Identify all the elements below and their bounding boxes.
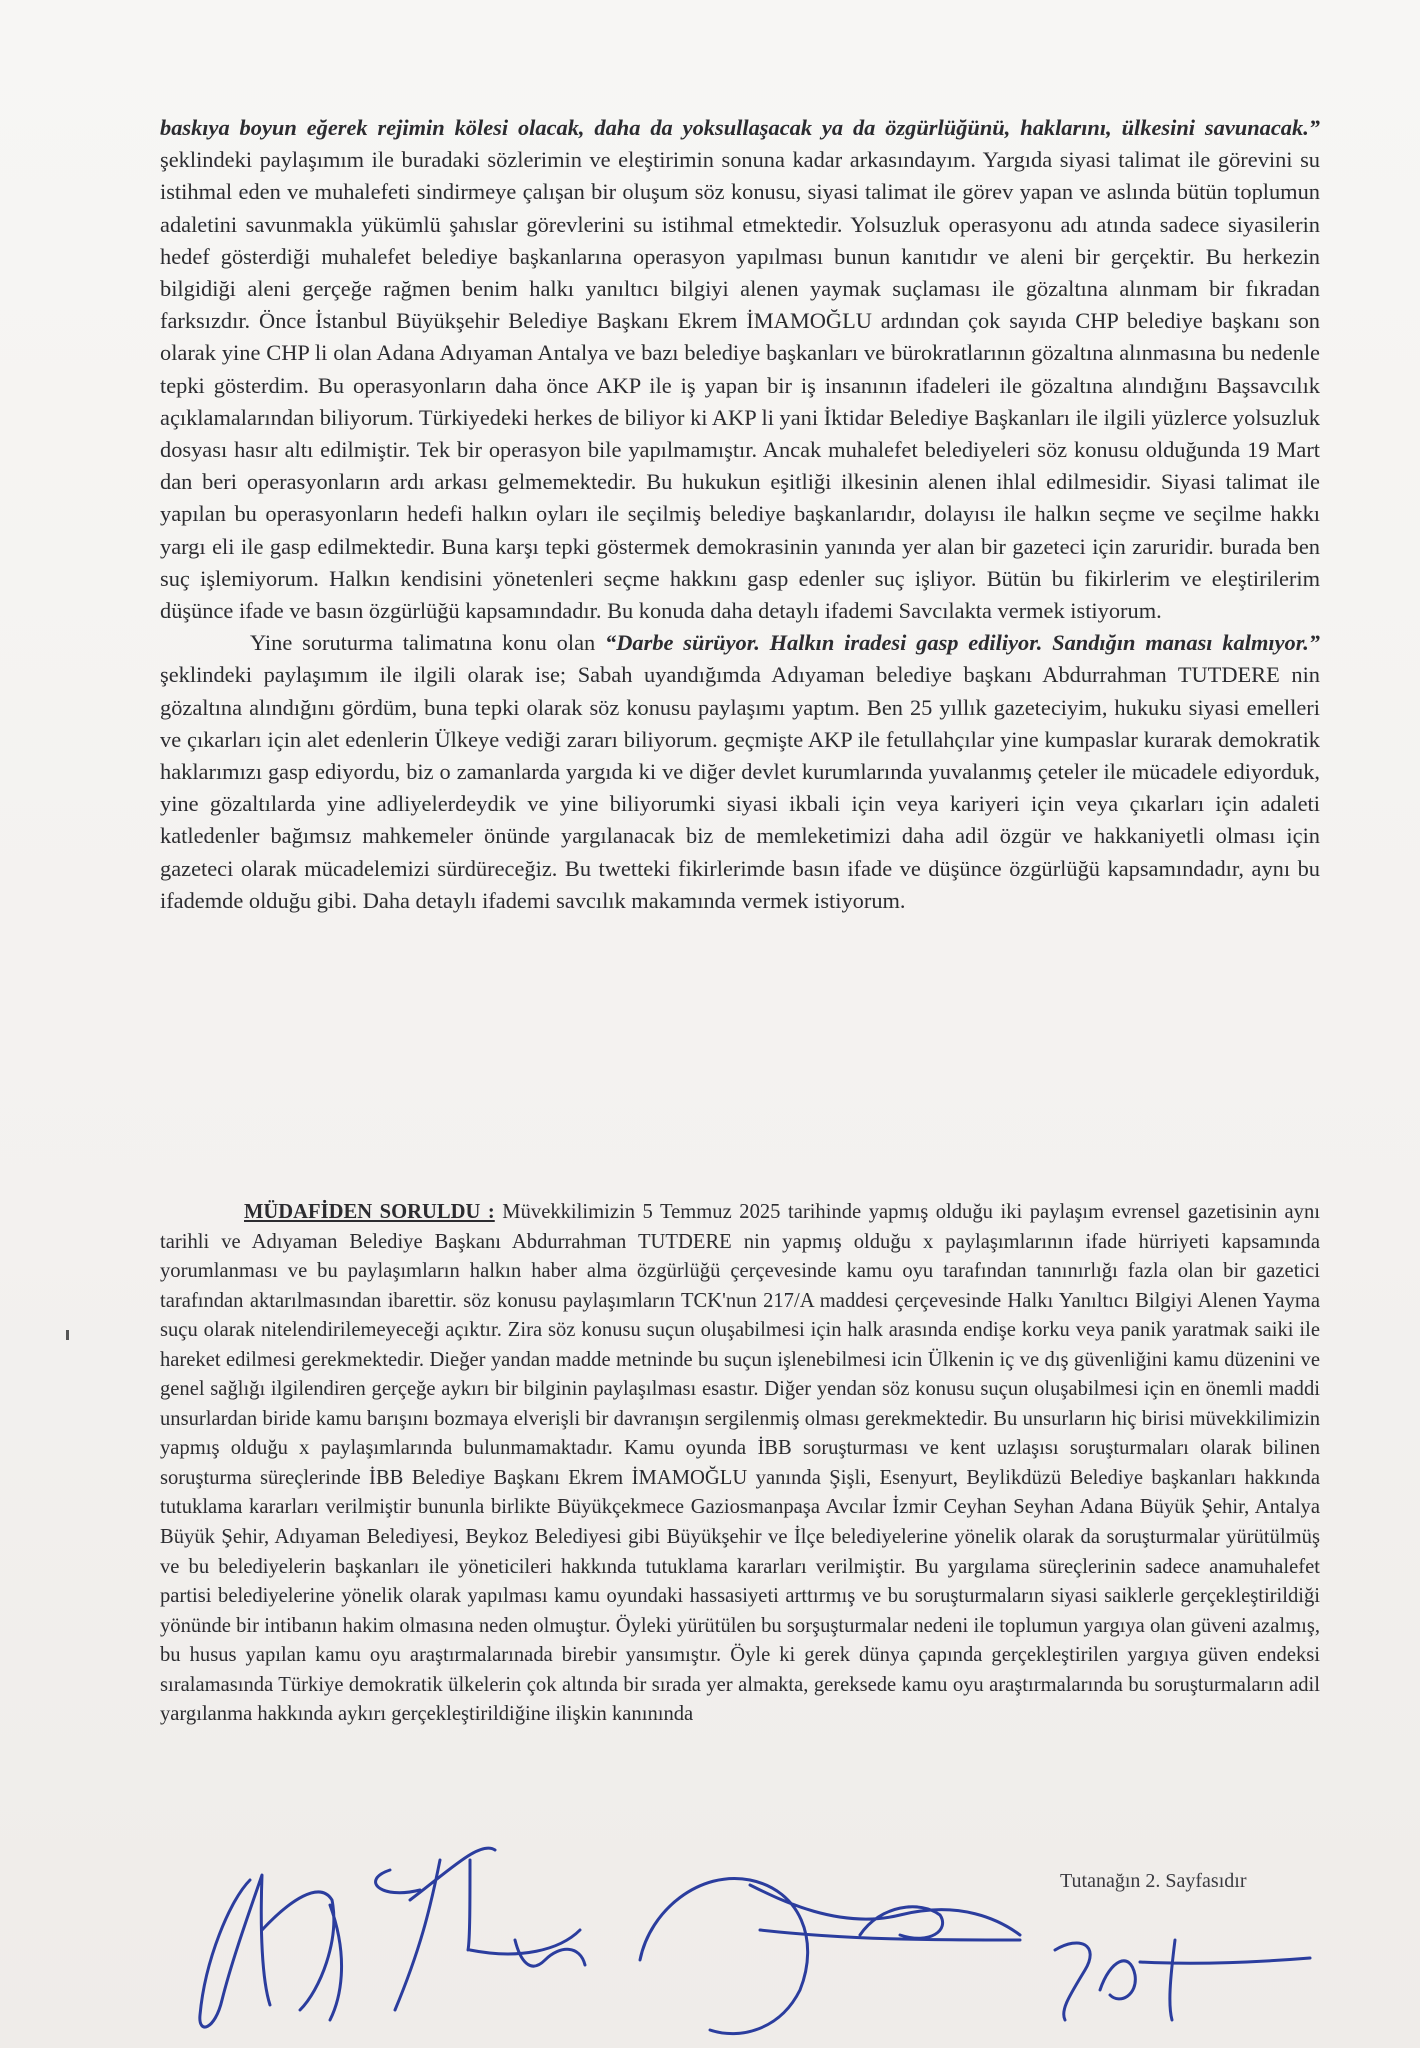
signature-1 [200,1875,342,2027]
signature-4 [1055,1940,1310,2020]
quoted-post-1: baskıya boyun eğerek rejimin kölesi olacak, daha da yoksullaşacak ya da özgürlüğünü, haklarını, ülkesini savunacak.” [160,115,1320,140]
paragraph-1-text: şeklindeki paylaşımım ile buradaki sözlerimin ve eleştirimin sonuna kadar arkasındayım. Yargıda siyasi talimat ile görevini su istihmal eden ve muhalefeti sindirmeye çalışan bir oluşum söz konusu, siyasi talimat ile görev yapan ve aslında bütün toplumun adaletini savunmakla yükümlü şahıslar görevlerini su istihmal etmektedir. Yolsuzluk operasyonu adı atında sadece siyasilerin hedef gösterdiği muhalefet belediye başkanlarına operasyon yapılması bunun kanıtıdır ve aleni bir gerçektir. Bu herkezin bilgidiği aleni gerçeğe rağmen benim halkı yanıltıcı bilgiyi alenen yaymak suçlaması ile gözaltına alınmam bir fıkradan farksızdır. Önce İstanbul Büyükşehir Belediye Başkanı Ekrem İMAMOĞLU ardından çok sayıda CHP belediye başkanı son olarak yine CHP li olan Adana Adıyaman Antalya ve bazı belediye başkanları ve bürokratlarının gözaltına alınmasına bu nedenle tepki gösterdim. Bu operasyonların daha önce AKP ile iş yapan bir iş insanının ifadeleri ile gözaltına alındığını Başsavcılık açıklamalarından biliyorum. Türkiyedeki herkes de biliyor ki AKP li yani İktidar Belediye Başkanları ile ilgili yüzlerce yolsuzluk dosyası hasır altı edilmiştir. Tek bir operasyon bile yapılmamıştır. Ancak muhalefet belediyeleri söz konusu olduğunda 19 Mart dan beri operasyonların ardı arkası gelmemektedir. Bu hukukun eşitliği ilkesinin alenen ihlal edilmesidir. Siyasi talimat ile yapılan bu operasyonların hedefi halkın oyları ile seçilmiş belediye başkanlarıdır, dolayısı ile halkın seçme ve seçilme hakkı yargı eli ile gasp edilmektedir. Buna karşı tepki göstermek demokrasinin yanında yer alan bir gazeteci için zaruridir. burada ben suç işlemiyorum. Halkın kendisini yönetenleri seçme hakkını gasp edenler suç işliyor. Bütün bu fikirlerim ve eleştirilerim düşünce ifade ve basın özgürlüğü kapsamındadır. Bu konuda daha detaylı ifademi Savcılakta vermek istiyorum. [160,147,1320,624]
paragraph-2-lead: Yine soruturma talimatına konu olan [250,630,606,656]
counsel-text: Müvekkilimizin 5 Temmuz 2025 tarihinde yapmış olduğu iki paylaşım evrensel gazetisinin aynı tarihli ve Adıyaman Belediye Başkanı Abdurrahman TUTDERE nin yapmış olduğu x paylaşımlarının ifade hürriyeti kapsamında yorumlanması ve bu paylaşımların halkın haber alma özgürlüğü çerçevesinde kamu oyu tarafından tanınırlığı fazla olan bir gazetici tarafından aktarılmasından ibarettir. söz konusu paylaşımların TCK'nun 217/A maddesi çerçevesinde Halkı Yanıltıcı Bilgiyi Alenen Yayma suçu olarak nitelendirilemeyeceği açıktır. Zira söz konusu suçun oluşabilmesi için halk arasında endişe korku veya panik yaratmak saiki ile hareket edilmesi gerekmektedir. Dieğer yandan madde metninde bu suçun işlenebilmesi icin Ülkenin iç ve dış güvenliğini kamu düzenini ve genel sağlığı ilgilendiren gerçeğe aykırı bir bilginin paylaşılması esastır. Diğer yendan söz konusu suçun oluşabilmesi için en önemli maddi unsurlardan biride kamu barışını bozmaya elverişli bir davranışın sergilenmiş olması gerekmektedir. Bu unsurların hiç birisi müvekkilimizin yapmış olduğu x paylaşımlarında bulunmamaktadır. Kamu oyunda İBB soruşturması ve kent uzlaşısı soruşturmaları olarak bilinen soruşturma süreçlerinde İBB Belediye Başkanı Ekrem İMAMOĞLU yanında Şişli, Esenyurt, Beylikdüzü Belediye başkanları hakkında tutuklama kararları verilmiştir bununla birlikte Büyükçekmece Gaziosmanpaşa Avcılar İzmir Ceyhan Seyhan Adana Büyük Şehir, Antalya Büyük Şehir, Adıyaman Belediyesi, Beykoz Belediyesi gibi Büyükşehir ve İlçe belediyelerine yönelik olarak da soruşturmalar yürütülmüş ve bu belediyelerin başkanları ile yöneticileri hakkında tutuklama kararları verilmiştir. Bu yargılama süreçlerinin sadece anamuhalefet partisi belediyelerine yönelik olarak yapılması kamu oyundaki hassasiyeti arttırmış ve bu soruşturmaların siyasi saiklerle gerçekleştirildiği yönünde bir intibanın hakim olmasına neden olmuştur. Öyleki yürütülen bu sorşuşturmalar nedeni ile toplumun yargıya olan güveni azalmış, bu husus yapılan kamu oyu araştırmalarınada birebir yansımıştır. Öyle ki gerek dünya çapında gerçekleştirilen yargıya güven endeksi sıralamasında Türkiye demokratik ülkelerin çok altında bir sırada yer almakta, gereksede kamu oyu araştırmalarında bu soruşturmaların adil yargılanma hakkında aykırı gerçekleştirildiğine ilişkin kanınında [160,1201,1320,1726]
signature-3 [640,1878,1020,2033]
signature-2 [376,1848,585,2010]
paragraph-2-text: şeklindeki paylaşımım ile ilgili olarak ise; Sabah uyandığımda Adıyaman belediye başkanı Abdurrahman TUTDERE nin gözaltına alındığını gördüm, buna tepki olarak söz konusu paylaşımı yaptım. Ben 25 yıllık gazeteciyim, hukuku siyasi emelleri ve çıkarları için alet edenlerin Ülkeye vediği zararı biliyorum. geçmişte AKP ile fetullahçılar yine kumpaslar kurarak demokratik haklarımızı gasp ediyordu, biz o zamanlarda yargıda ki ve diğer devlet kurumlarında yuvalanmış çeteler ile mücadele ediyorduk, yine gözaltılarda yine adliyelerdeydik ve yine biliyorumki siyasi ikbali için veya kariyeri için veya çıkarları için adaleti katledenler bağımsız mahkemeler önünde yargılanacak biz de memleketimizi daha adil özgür ve hakkaniyetli olması için gazeteci olarak mücadelemizi sürdüreceğiz. Bu twetteki fikirlerimde basın ifade ve düşünce özgürlüğü kapsamındadır, aynı bu ifademde olduğu gibi. Daha detaylı ifademi savcılık makamında vermek istiyorum. [160,662,1320,913]
page-number-note: Tutanağın 2. Sayfasıdır [1060,1870,1247,1892]
quoted-post-2: “Darbe sürüyor. Halkın iradesi gasp ediliyor. Sandığın manası kalmıyor.” [605,630,1320,656]
counsel-label: MÜDAFİDEN SORULDU : [244,1201,495,1223]
